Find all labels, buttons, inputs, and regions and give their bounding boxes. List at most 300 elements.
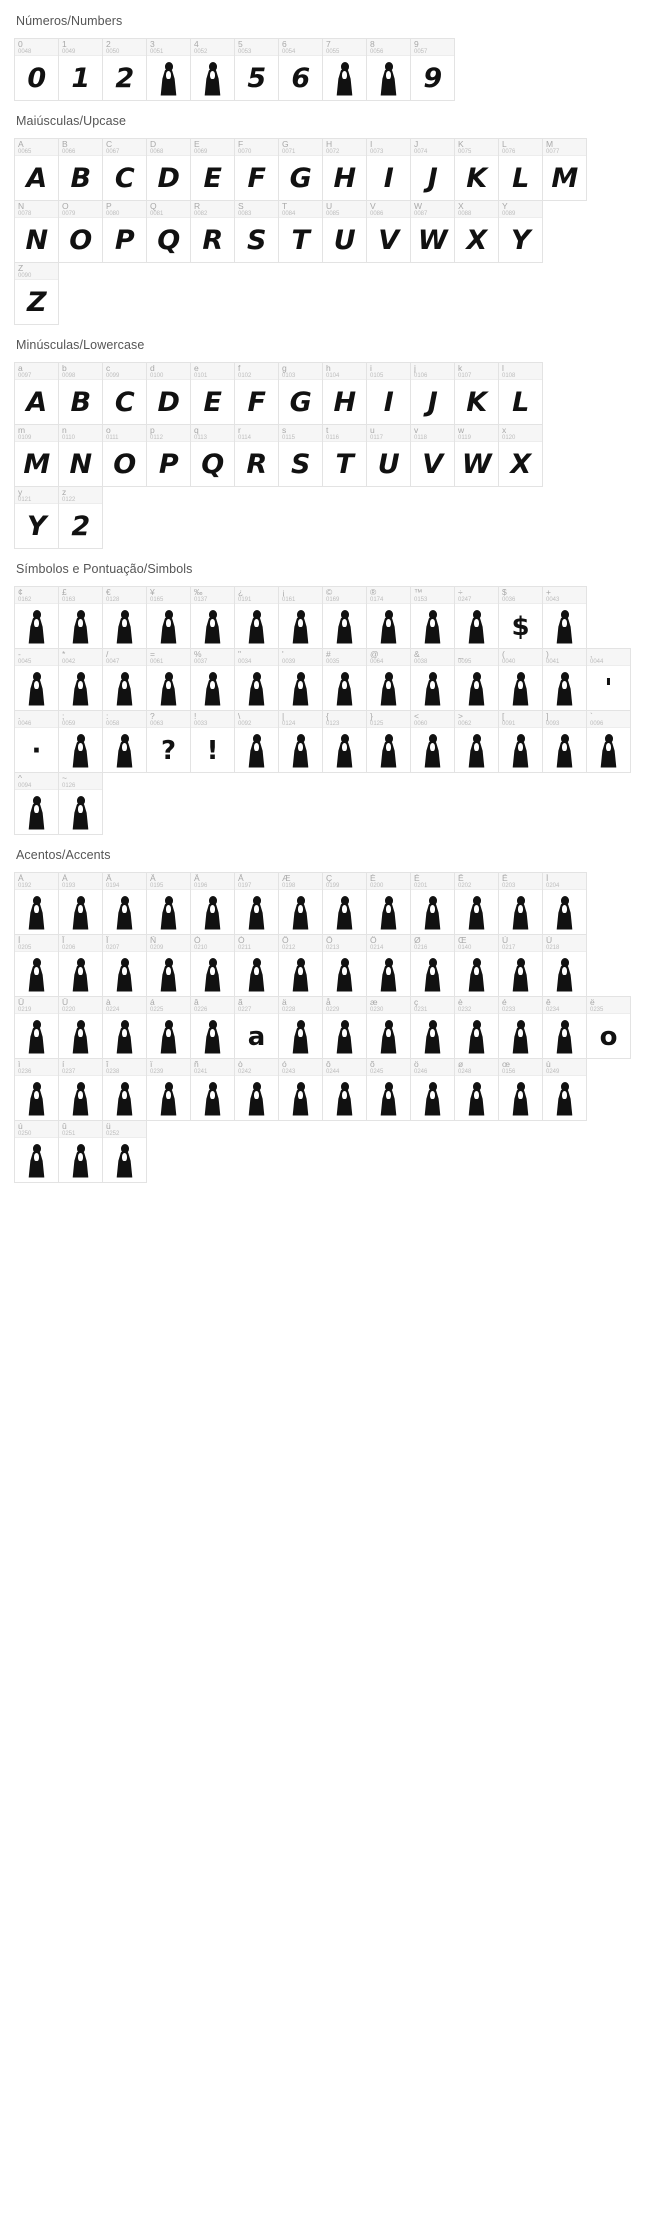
glyph-cell[interactable]	[366, 1058, 411, 1121]
glyph-cell[interactable]	[234, 648, 279, 711]
glyph-cell[interactable]	[102, 648, 147, 711]
glyph-cell[interactable]	[410, 996, 455, 1059]
glyph-cell[interactable]	[322, 1058, 367, 1121]
glyph-cell[interactable]	[234, 1058, 279, 1121]
robed-figure-shape	[336, 734, 354, 768]
glyph-meta	[235, 587, 278, 604]
glyph-meta	[147, 425, 190, 442]
robed-figure-shape	[116, 672, 134, 706]
glyph-cell[interactable]	[102, 1120, 147, 1183]
robed-figure-shape	[336, 896, 354, 930]
glyph-cell[interactable]	[498, 710, 543, 773]
glyph-cell[interactable]	[278, 362, 323, 425]
glyph-cell[interactable]	[454, 200, 499, 263]
glyph-char-label: z	[62, 488, 67, 497]
glyph-char-label: o	[106, 426, 111, 435]
glyph-cell[interactable]	[366, 710, 411, 773]
figure-head	[605, 734, 613, 743]
glyph-cell[interactable]	[146, 1058, 191, 1121]
glyph-cell[interactable]	[14, 1058, 59, 1121]
glyph-cell[interactable]	[190, 710, 235, 773]
glyph-code-label: 0064	[370, 659, 384, 665]
glyph-cell[interactable]	[542, 710, 587, 773]
glyph-cell[interactable]	[366, 424, 411, 487]
glyph-cell[interactable]	[14, 934, 59, 997]
glyph-row	[14, 934, 647, 996]
glyph-code-label: 0239	[150, 1069, 164, 1075]
glyph-cell[interactable]	[14, 262, 59, 325]
glyph-meta	[103, 873, 146, 890]
figure-hood-notch	[386, 1029, 391, 1037]
glyph-cell[interactable]	[58, 424, 103, 487]
glyph-cell[interactable]	[234, 38, 279, 101]
glyph-preview: I	[383, 163, 394, 194]
glyph-cell[interactable]	[278, 996, 323, 1059]
glyph-cell[interactable]	[498, 138, 543, 201]
glyph-cell[interactable]	[14, 424, 59, 487]
glyph-cell[interactable]	[278, 424, 323, 487]
glyph-meta	[191, 711, 234, 728]
glyph-char-label: 1	[62, 40, 67, 49]
glyph-meta	[15, 649, 58, 666]
glyph-char-label: b	[62, 364, 67, 373]
figure-head	[473, 1082, 481, 1091]
glyph-cell[interactable]	[190, 424, 235, 487]
glyph-cell[interactable]	[410, 872, 455, 935]
glyph-meta	[147, 39, 190, 56]
glyph-cell[interactable]	[278, 38, 323, 101]
glyph-code-label: 0077	[546, 149, 560, 155]
glyph-cell[interactable]	[146, 934, 191, 997]
glyph-cell[interactable]	[498, 362, 543, 425]
glyph-cell[interactable]	[58, 996, 103, 1059]
glyph-preview: 2	[71, 511, 90, 542]
robed-figure-icon	[15, 1138, 58, 1183]
figure-head	[165, 610, 173, 619]
glyph-cell[interactable]	[146, 138, 191, 201]
glyph-cell[interactable]	[190, 648, 235, 711]
glyph-preview: O	[113, 449, 136, 480]
glyph-cell[interactable]	[14, 362, 59, 425]
figure-head	[33, 896, 41, 905]
glyph-char-label: M	[546, 140, 554, 149]
glyph-char-label: u	[370, 426, 375, 435]
glyph-cell[interactable]	[58, 710, 103, 773]
glyph-meta	[15, 873, 58, 890]
glyph-meta	[367, 39, 410, 56]
robed-figure-icon	[191, 1014, 234, 1059]
robed-figure-shape	[512, 734, 530, 768]
glyph-meta	[103, 935, 146, 952]
glyph-cell[interactable]	[366, 996, 411, 1059]
glyph-cell[interactable]	[102, 1058, 147, 1121]
glyph-code-label: 0225	[150, 1007, 164, 1013]
glyph-meta	[235, 649, 278, 666]
glyph-row	[14, 362, 647, 424]
glyph-cell[interactable]	[542, 648, 587, 711]
glyph-cell[interactable]	[542, 934, 587, 997]
glyph-cell[interactable]	[102, 710, 147, 773]
robed-figure-shape	[72, 958, 90, 992]
glyph-char-label: G	[282, 140, 289, 149]
glyph-cell[interactable]	[278, 710, 323, 773]
glyph-cell[interactable]	[542, 996, 587, 1059]
glyph-char-label: ®	[370, 588, 377, 597]
figure-hood-notch	[254, 619, 259, 627]
glyph-cell[interactable]	[102, 996, 147, 1059]
glyph-cell[interactable]	[542, 586, 587, 649]
glyph-cell[interactable]	[234, 996, 279, 1059]
glyph-cell[interactable]	[14, 138, 59, 201]
glyph-cell[interactable]	[498, 934, 543, 997]
glyph-cell[interactable]	[102, 38, 147, 101]
glyph-meta	[59, 39, 102, 56]
glyph-cell[interactable]	[366, 38, 411, 101]
figure-head	[165, 1020, 173, 1029]
glyph-cell[interactable]	[410, 1058, 455, 1121]
glyph-preview: I	[383, 387, 394, 418]
glyph-char-label: Û	[18, 998, 25, 1007]
glyph-cell[interactable]	[586, 710, 631, 773]
glyph-cell[interactable]	[190, 138, 235, 201]
glyph-cell[interactable]	[190, 934, 235, 997]
glyph-preview: a	[247, 1021, 266, 1052]
robed-figure-shape	[556, 610, 574, 644]
figure-head	[121, 1144, 129, 1153]
glyph-cell[interactable]	[58, 648, 103, 711]
robed-figure-icon	[411, 666, 454, 711]
glyph-meta	[59, 1059, 102, 1076]
glyph-cell[interactable]	[322, 934, 367, 997]
glyph-code-label: 0100	[150, 373, 164, 379]
robed-figure-shape	[160, 958, 178, 992]
glyph-cell[interactable]	[58, 772, 103, 835]
glyph-code-label: 0087	[414, 211, 428, 217]
glyph-row	[14, 262, 647, 324]
glyph-cell[interactable]	[146, 710, 191, 773]
glyph-cell[interactable]	[146, 872, 191, 935]
glyph-cell[interactable]	[410, 648, 455, 711]
figure-hood-notch	[474, 967, 479, 975]
glyph-cell[interactable]	[454, 1058, 499, 1121]
robed-figure-shape	[292, 1020, 310, 1054]
glyph-cell[interactable]	[146, 996, 191, 1059]
figure-head	[77, 958, 85, 967]
figure-head	[33, 796, 41, 805]
glyph-cell[interactable]	[586, 648, 631, 711]
glyph-section	[0, 338, 661, 548]
glyph-meta	[147, 873, 190, 890]
glyph-cell[interactable]	[234, 586, 279, 649]
glyph-code-label: 0209	[150, 945, 164, 951]
glyph-char-label: Ù	[502, 936, 509, 945]
glyph-cell[interactable]	[102, 424, 147, 487]
figure-hood-notch	[122, 743, 127, 751]
glyph-preview: A	[26, 163, 47, 194]
glyph-cell[interactable]	[322, 138, 367, 201]
figure-head	[209, 958, 217, 967]
glyph-cell[interactable]	[58, 38, 103, 101]
glyph-preview: 6	[291, 63, 310, 94]
glyph-preview: A	[26, 387, 47, 418]
figure-head	[253, 672, 261, 681]
glyph-cell[interactable]	[14, 710, 59, 773]
glyph-cell[interactable]	[498, 424, 543, 487]
glyph-row	[14, 424, 647, 486]
glyph-code-label: 0092	[238, 721, 252, 727]
glyph-cell[interactable]	[498, 200, 543, 263]
glyph-preview: L	[512, 163, 529, 194]
glyph-cell[interactable]	[322, 586, 367, 649]
glyph-code-label: 0137	[194, 597, 208, 603]
glyph-char-label: m	[18, 426, 26, 435]
glyph-char-label: _	[458, 650, 463, 659]
glyph-cell[interactable]	[58, 1058, 103, 1121]
robed-figure-shape	[600, 734, 618, 768]
glyph-cell[interactable]	[190, 362, 235, 425]
glyph-cell[interactable]	[58, 934, 103, 997]
glyph-cell[interactable]	[322, 362, 367, 425]
glyph-cell[interactable]	[14, 486, 59, 549]
glyph-cell[interactable]	[190, 872, 235, 935]
glyph-cell[interactable]	[322, 200, 367, 263]
glyph-meta	[191, 1059, 234, 1076]
glyph-char-label: Í	[18, 936, 21, 945]
robed-figure-shape	[424, 896, 442, 930]
figure-head	[165, 672, 173, 681]
glyph-cell[interactable]	[58, 872, 103, 935]
glyph-cell[interactable]	[454, 586, 499, 649]
glyph-cell[interactable]	[190, 1058, 235, 1121]
glyph-cell[interactable]	[234, 362, 279, 425]
glyph-char-label: ì	[18, 1060, 21, 1069]
glyph-cell[interactable]	[234, 934, 279, 997]
robed-figure-shape	[28, 1082, 46, 1116]
glyph-cell[interactable]	[322, 424, 367, 487]
glyph-cell[interactable]	[410, 424, 455, 487]
glyph-cell[interactable]	[322, 872, 367, 935]
glyph-cell[interactable]	[366, 362, 411, 425]
glyph-cell[interactable]	[102, 586, 147, 649]
glyph-meta	[499, 935, 542, 952]
glyph-cell[interactable]	[410, 38, 455, 101]
figure-hood-notch	[386, 905, 391, 913]
figure-head	[297, 610, 305, 619]
figure-hood-notch	[254, 967, 259, 975]
glyph-code-label: 0072	[326, 149, 340, 155]
figure-head	[121, 672, 129, 681]
figure-hood-notch	[562, 1091, 567, 1099]
glyph-char-label: ó	[282, 1060, 287, 1069]
glyph-cell[interactable]	[146, 362, 191, 425]
glyph-cell[interactable]	[278, 1058, 323, 1121]
glyph-cell[interactable]	[542, 1058, 587, 1121]
glyph-cell[interactable]	[454, 934, 499, 997]
glyph-code-label: 0244	[326, 1069, 340, 1075]
robed-figure-icon	[103, 890, 146, 935]
glyph-cell[interactable]	[498, 586, 543, 649]
glyph-cell[interactable]	[498, 1058, 543, 1121]
glyph-cell[interactable]	[14, 586, 59, 649]
glyph-cell[interactable]	[190, 586, 235, 649]
glyph-cell[interactable]	[102, 934, 147, 997]
glyph-cell[interactable]	[366, 138, 411, 201]
glyph-cell[interactable]	[102, 362, 147, 425]
figure-hood-notch	[606, 743, 611, 751]
glyph-cell[interactable]	[234, 200, 279, 263]
robed-figure-icon	[15, 666, 58, 711]
glyph-cell[interactable]	[322, 996, 367, 1059]
glyph-char-label: ä	[282, 998, 287, 1007]
glyph-cell[interactable]	[278, 872, 323, 935]
figure-head	[121, 734, 129, 743]
glyph-code-label: 0055	[326, 49, 340, 55]
glyph-cell[interactable]	[102, 200, 147, 263]
glyph-cell[interactable]	[146, 200, 191, 263]
glyph-meta	[147, 649, 190, 666]
glyph-code-label: 0111	[106, 435, 119, 441]
glyph-char-label: 8	[370, 40, 375, 49]
glyph-cell[interactable]	[278, 934, 323, 997]
glyph-cell[interactable]	[58, 586, 103, 649]
glyph-cell[interactable]	[542, 872, 587, 935]
glyph-cell[interactable]	[278, 648, 323, 711]
robed-figure-icon	[147, 56, 190, 101]
glyph-cell[interactable]	[366, 200, 411, 263]
glyph-code-label: 0191	[238, 597, 252, 603]
glyph-code-label: 0068	[150, 149, 164, 155]
glyph-cell[interactable]	[454, 138, 499, 201]
sections-container	[0, 14, 661, 1182]
glyph-cell[interactable]	[498, 648, 543, 711]
glyph-cell[interactable]	[278, 586, 323, 649]
glyph-cell[interactable]	[278, 138, 323, 201]
glyph-cell[interactable]	[234, 872, 279, 935]
glyph-meta	[411, 935, 454, 952]
glyph-cell[interactable]	[14, 648, 59, 711]
glyph-cell[interactable]	[58, 138, 103, 201]
glyph-cell[interactable]	[58, 1120, 103, 1183]
glyph-char-label: '	[282, 650, 284, 659]
robed-figure-icon	[455, 952, 498, 997]
glyph-cell[interactable]	[58, 486, 103, 549]
glyph-cell[interactable]	[102, 872, 147, 935]
glyph-cell[interactable]	[498, 996, 543, 1059]
robed-figure-icon	[323, 1076, 366, 1121]
glyph-cell[interactable]	[14, 996, 59, 1059]
glyph-cell[interactable]	[146, 424, 191, 487]
glyph-cell[interactable]	[366, 934, 411, 997]
glyph-code-label: 0112	[150, 435, 163, 441]
robed-figure-icon	[103, 952, 146, 997]
glyph-meta	[411, 425, 454, 442]
glyph-cell[interactable]	[454, 362, 499, 425]
robed-figure-shape	[380, 1020, 398, 1054]
glyph-char-label: ï	[150, 1060, 153, 1069]
glyph-code-label: 0200	[370, 883, 384, 889]
glyph-cell[interactable]	[190, 996, 235, 1059]
glyph-cell[interactable]	[102, 138, 147, 201]
glyph-char-label: Q	[150, 202, 157, 211]
robed-figure-shape	[72, 1020, 90, 1054]
glyph-cell[interactable]	[410, 934, 455, 997]
glyph-cell[interactable]	[366, 648, 411, 711]
glyph-char-label: ™	[414, 588, 423, 597]
glyph-cell[interactable]	[322, 648, 367, 711]
glyph-cell[interactable]	[190, 38, 235, 101]
glyph-char-label: â	[194, 998, 199, 1007]
glyph-cell[interactable]	[190, 200, 235, 263]
glyph-preview: Q	[201, 449, 224, 480]
glyph-cell[interactable]	[586, 996, 631, 1059]
glyph-char-label: *	[62, 650, 66, 659]
glyph-cell[interactable]	[454, 424, 499, 487]
glyph-cell[interactable]	[410, 138, 455, 201]
figure-hood-notch	[34, 1029, 39, 1037]
glyph-cell[interactable]	[234, 138, 279, 201]
glyph-cell[interactable]	[146, 38, 191, 101]
glyph-meta	[147, 997, 190, 1014]
glyph-char-label: /	[106, 650, 109, 659]
figure-head	[517, 1082, 525, 1091]
glyph-char-label: Ò	[194, 936, 201, 945]
glyph-char-label: ‰	[194, 588, 203, 597]
glyph-cell[interactable]	[58, 362, 103, 425]
glyph-cell[interactable]	[14, 872, 59, 935]
glyph-meta	[147, 935, 190, 952]
glyph-meta	[191, 587, 234, 604]
glyph-cell[interactable]	[14, 200, 59, 263]
glyph-cell[interactable]	[322, 38, 367, 101]
robed-figure-icon	[455, 1014, 498, 1059]
glyph-cell[interactable]	[14, 1120, 59, 1183]
glyph-char-label: Ã	[150, 874, 156, 883]
glyph-meta	[279, 649, 322, 666]
figure-hood-notch	[166, 619, 171, 627]
glyph-cell[interactable]	[410, 710, 455, 773]
glyph-cell[interactable]	[366, 586, 411, 649]
glyph-cell[interactable]	[278, 200, 323, 263]
glyph-cell[interactable]	[146, 648, 191, 711]
glyph-cell[interactable]	[234, 710, 279, 773]
robed-figure-icon	[279, 1014, 322, 1059]
glyph-cell[interactable]	[498, 872, 543, 935]
figure-head	[385, 1082, 393, 1091]
glyph-cell[interactable]	[454, 648, 499, 711]
glyph-code-label: 0095	[458, 659, 472, 665]
glyph-cell[interactable]	[234, 424, 279, 487]
glyph-cell[interactable]	[454, 872, 499, 935]
figure-hood-notch	[518, 967, 523, 975]
glyph-code-label: 0252	[106, 1131, 120, 1137]
glyph-cell[interactable]	[542, 138, 587, 201]
figure-head	[33, 1082, 41, 1091]
glyph-cell[interactable]	[322, 710, 367, 773]
glyph-cell[interactable]	[366, 872, 411, 935]
glyph-cell[interactable]	[410, 586, 455, 649]
glyph-cell[interactable]	[410, 200, 455, 263]
glyph-cell[interactable]	[454, 996, 499, 1059]
glyph-cell[interactable]	[146, 586, 191, 649]
glyph-code-label: 0037	[194, 659, 208, 665]
glyph-code-label: 0065	[18, 149, 32, 155]
glyph-cell[interactable]	[58, 200, 103, 263]
glyph-code-label: 0102	[238, 373, 252, 379]
glyph-cell[interactable]	[14, 772, 59, 835]
glyph-cell[interactable]	[14, 38, 59, 101]
glyph-cell[interactable]	[454, 710, 499, 773]
glyph-cell[interactable]	[410, 362, 455, 425]
